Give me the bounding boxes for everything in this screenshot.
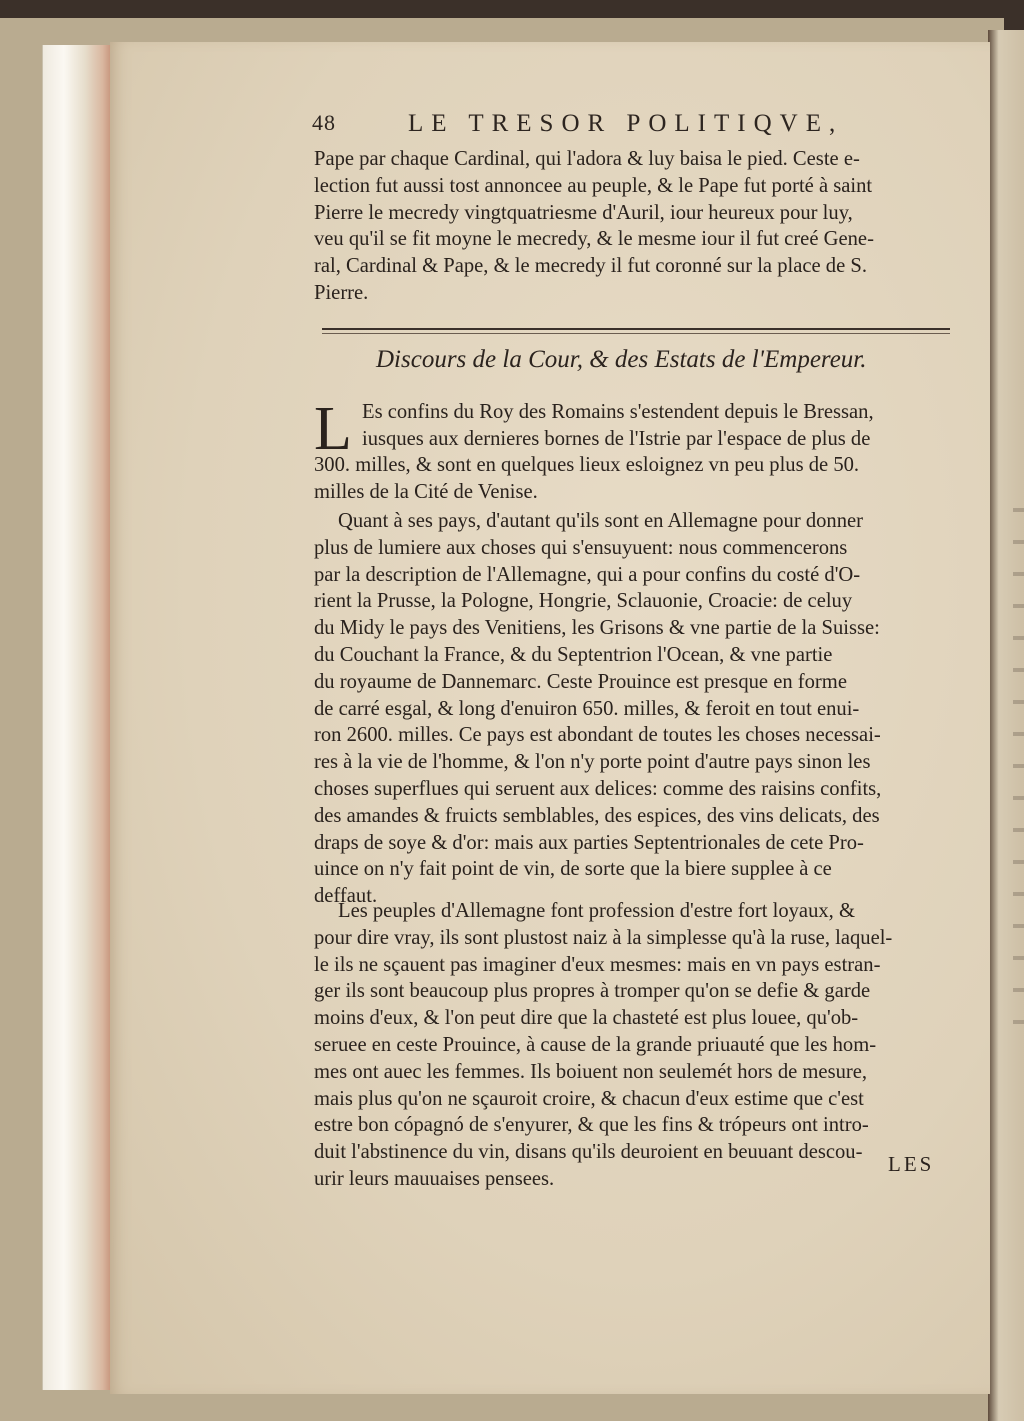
- section-heading: Discours de la Cour, & des Estats de l'Empereur.: [376, 346, 867, 373]
- page-stack-edge: [42, 45, 113, 1390]
- text-line: estre bon cópagnó de s'enyurer, & que les fins & trópeurs ont intro-: [314, 1114, 869, 1137]
- paragraph-3: [314, 898, 954, 1193]
- text-line: veu qu'il se fit moyne le mecredy, & le mesme iour il fut creé Gene-: [314, 228, 874, 251]
- text-line: ger ils sont beaucoup plus propres à tromper qu'on se defie & garde: [314, 980, 871, 1003]
- text-line: milles de la Cité de Venise.: [314, 480, 538, 503]
- text-line: Les peuples d'Allemagne font profession d'estre fort loyaux, &: [338, 900, 855, 922]
- text-line: mais plus qu'on ne sçauroit croire, & chacun d'eux estime que c'est: [314, 1087, 864, 1110]
- text-line: des amandes & fruicts semblables, des espices, des vins delicats, des: [314, 804, 880, 827]
- text-line: du royaume de Dannemarc. Ceste Prouince est presque en forme: [314, 670, 847, 693]
- paragraph-1: [362, 399, 962, 453]
- text-line: uince on n'y fait point de vin, de sorte que la biere supplee à ce: [314, 858, 832, 881]
- text-line: mes ont auec les femmes. Ils boiuent non seulemét hors de mesure,: [314, 1060, 868, 1083]
- text-line: draps de soye & d'or: mais aux parties Septentrionales de cete Pro-: [314, 831, 864, 854]
- text-line: iusques aux dernieres bornes de l'Istrie par l'espace de plus de: [362, 427, 871, 450]
- text-line: Es confins du Roy des Romains s'estendent depuis le Bressan,: [362, 401, 874, 423]
- text-line: choses superflues qui seruent aux delices: comme des raisins confits,: [314, 777, 882, 800]
- facing-page-text-edge: [1013, 480, 1024, 1040]
- text-line: seruee en ceste Prouince, à cause de la grande priuauté que les hom-: [314, 1033, 877, 1056]
- running-head: [312, 110, 872, 150]
- opening-paragraph: [314, 146, 954, 307]
- text-line: lection fut aussi tost annoncee au peuple, & le Pape fut porté à saint: [314, 174, 873, 197]
- text-line: de carré esgal, & long d'enuiron 650. milles, & feroit en tout enui-: [314, 697, 860, 720]
- text-line: plus de lumiere aux choses qui s'ensuyuent: nous commencerons: [314, 536, 848, 559]
- text-line: ral, Cardinal & Pape, & le mecredy il fut coronné sur la place de S.: [314, 255, 867, 278]
- text-line: rient la Prusse, la Pologne, Hongrie, Sclauonie, Croacie: de celuy: [314, 590, 853, 613]
- text-line: res à la vie de l'homme, & l'on n'y porte point d'autre pays sinon les: [314, 751, 871, 774]
- text-line: du Couchant la France, & du Septentrion l'Ocean, & vne partie: [314, 643, 833, 666]
- text-line: duit l'abstinence du vin, disans qu'ils deuroient en beuuant descou-: [314, 1141, 863, 1164]
- text-line: Pierre.: [314, 281, 369, 304]
- text-line: Pierre le mecredy vingtquatriesme d'Auril, iour heureux pour luy,: [314, 201, 853, 224]
- paragraph-2: [314, 508, 954, 910]
- text-line: urir leurs mauuaises pensees.: [314, 1167, 555, 1190]
- text-line: du Midy le pays des Venitiens, les Grisons & vne partie de la Suisse:: [314, 617, 880, 640]
- paragraph-1-continued: [314, 452, 954, 506]
- section-divider-rule: [322, 328, 950, 334]
- running-title: LE TRESOR POLITIQVE,: [408, 110, 844, 137]
- text-line: Pape par chaque Cardinal, qui l'adora & luy baisa le pied. Ceste e-: [314, 148, 860, 170]
- catchword: LES: [888, 1152, 935, 1176]
- text-line: par la description de l'Allemagne, qui a pour confins du costé d'O-: [314, 563, 861, 586]
- text-line: moins d'eux, & l'on peut dire que la chasteté est plus louee, qu'ob-: [314, 1007, 859, 1030]
- text-line: Quant à ses pays, d'autant qu'ils sont en Allemagne pour donner: [338, 510, 864, 532]
- drop-cap-initial: L: [314, 395, 352, 463]
- text-line: pour dire vray, ils sont plustost naiz à la simplesse qu'à la ruse, laquel-: [314, 926, 893, 949]
- text-line: 300. milles, & sont en quelques lieux esloignez vn peu plus de 50.: [314, 454, 860, 476]
- text-line: ron 2600. milles. Ce pays est abondant de toutes les choses necessai-: [314, 724, 881, 747]
- text-line: le ils ne sçauent pas imaginer d'eux mesmes: mais en vn pays estran-: [314, 953, 881, 976]
- page-number: 48: [312, 110, 336, 135]
- text-line: deffaut.: [314, 885, 378, 908]
